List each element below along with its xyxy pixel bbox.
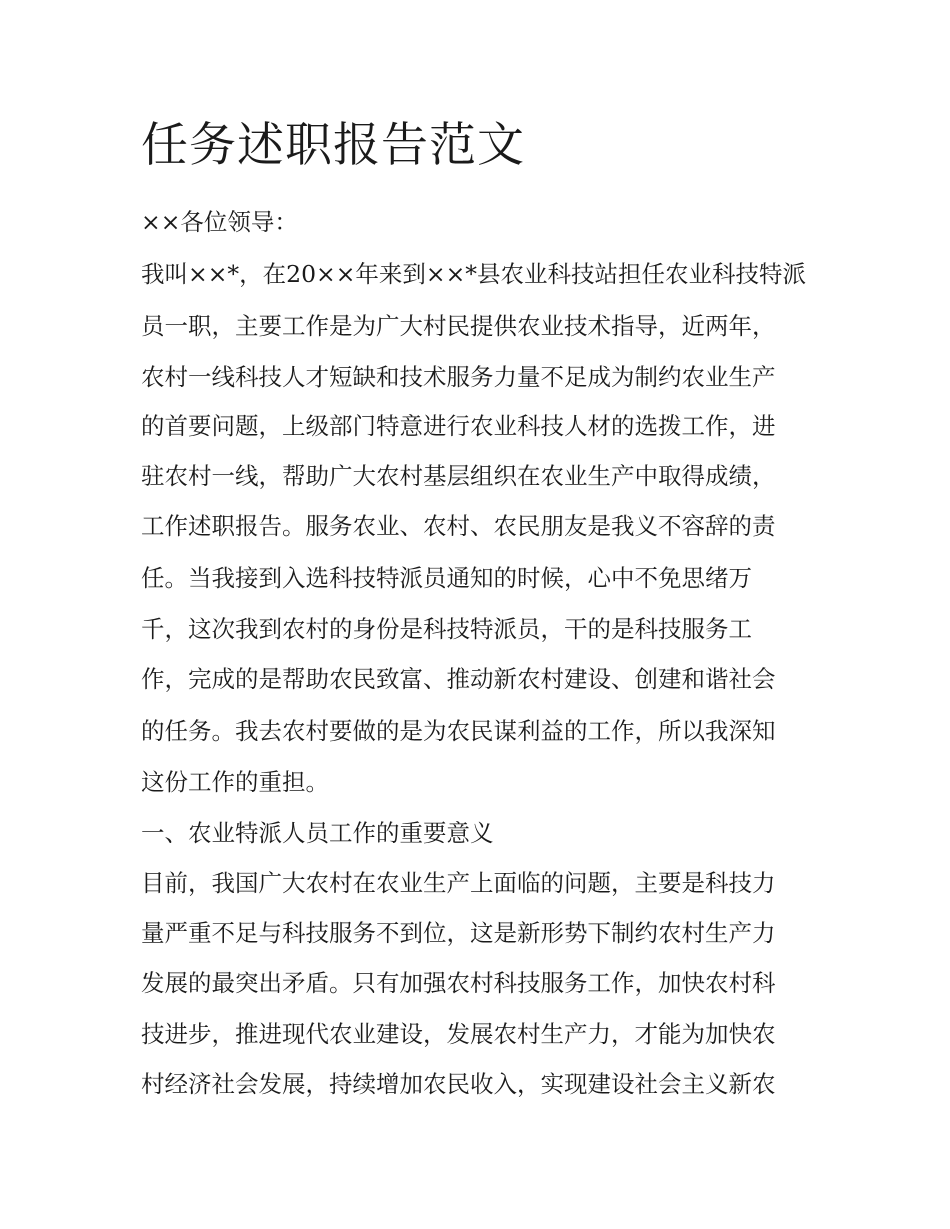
- paragraph-line: 驻农村一线，帮助广大农村基层组织在农业生产中取得成绩，: [141, 462, 776, 490]
- greeting-line: ××各位领导：: [141, 208, 298, 236]
- paragraph-line: 技进步，推进现代农业建设，发展农村生产力，才能为加快农: [141, 1020, 776, 1048]
- paragraph-line: 千，这次我到农村的身份是科技特派员，干的是科技服务工: [141, 615, 752, 643]
- document-title: 任务述职报告范文: [141, 118, 525, 173]
- paragraph-line: 目前，我国广大农村在农业生产上面临的问题，主要是科技力: [141, 869, 776, 897]
- paragraph-line: 这份工作的重担。: [141, 768, 329, 796]
- paragraph-line: 作，完成的是帮助农民致富、推动新农村建设、创建和谐社会: [141, 665, 776, 693]
- paragraph-line: 的首要问题，上级部门特意进行农业科技人材的选拨工作，进: [141, 412, 776, 440]
- paragraph-line: 任。当我接到入选科技特派员通知的时候，心中不免思绪万: [141, 564, 752, 592]
- section-heading: 一、农业特派人员工作的重要意义: [141, 819, 494, 847]
- paragraph-line: 员一职，主要工作是为广大村民提供农业技术指导，近两年，: [141, 312, 776, 340]
- paragraph-line: 农村一线科技人才短缺和技术服务力量不足成为制约农业生产: [141, 363, 776, 391]
- paragraph-line: 工作述职报告。服务农业、农村、农民朋友是我义不容辞的责: [141, 512, 776, 540]
- paragraph-line: 的任务。我去农村要做的是为农民谋利益的工作，所以我深知: [141, 717, 776, 745]
- paragraph-line: 我叫××*，在20××年来到××*县农业科技站担任农业科技特派: [141, 260, 807, 288]
- paragraph-line: 发展的最突出矛盾。只有加强农村科技服务工作，加快农村科: [141, 969, 776, 997]
- paragraph-line: 村经济社会发展，持续增加农民收入，实现建设社会主义新农: [141, 1070, 776, 1098]
- paragraph-line: 量严重不足与科技服务不到位，这是新形势下制约农村生产力: [141, 919, 776, 947]
